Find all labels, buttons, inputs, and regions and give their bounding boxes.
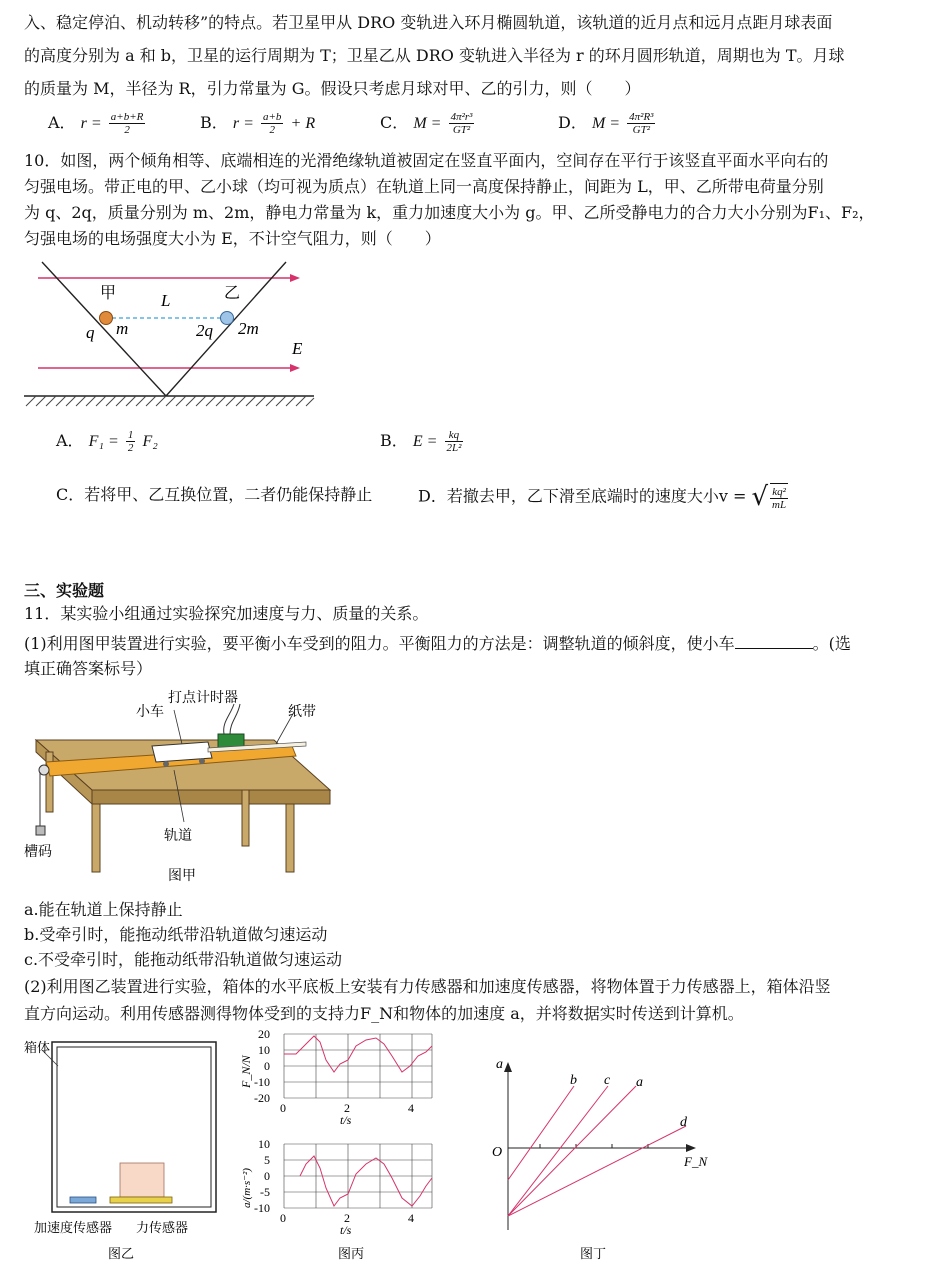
figure-caption: 图丁 <box>580 1246 607 1261</box>
table-leg <box>286 804 294 872</box>
q10-option-c: C．若将甲、乙互换位置，二者仍能保持静止 <box>56 485 373 504</box>
table-leg <box>46 752 53 812</box>
xlabel: t/s <box>340 1113 352 1127</box>
wheel-icon <box>199 758 205 764</box>
ylabel: a/(m·s⁻²) <box>241 1168 253 1208</box>
xtick: 0 <box>280 1101 286 1115</box>
ground-hatch <box>26 396 314 406</box>
q10-track-figure <box>24 258 324 413</box>
plot-force <box>239 1028 432 1127</box>
q11-part1-line-2: 填正确答案标号） <box>24 659 153 678</box>
ytick: -10 <box>254 1201 270 1215</box>
line-d <box>508 1126 686 1216</box>
timer-wire <box>230 704 240 734</box>
option-label: C． <box>380 113 409 132</box>
table-leg <box>92 804 100 872</box>
option-lhs: F₁ = <box>88 433 119 450</box>
q11-intro: 11．某实验小组通过实验探究加速度与力、质量的关系。 <box>24 604 429 623</box>
label-q: q <box>86 323 95 342</box>
ytick: 10 <box>258 1043 270 1057</box>
arrow-head-icon <box>290 364 300 372</box>
ytick: 5 <box>264 1153 270 1167</box>
ytick: 0 <box>264 1059 270 1073</box>
label-L: L <box>161 291 171 310</box>
acceleration-sensor <box>70 1197 96 1203</box>
line-label-a: a <box>636 1075 643 1090</box>
figure-caption: 图乙 <box>108 1246 135 1261</box>
ytick: 20 <box>258 1028 270 1041</box>
ytick: -20 <box>254 1091 270 1105</box>
q11-part1-text: (1)利用图甲装置进行实验，要平衡小车受到的阻力。平衡阻力的方法是：调整轨道的倾斜度，使小车 <box>24 634 735 653</box>
line-a <box>508 1086 636 1216</box>
q9-line-1: 入、稳定停泊、机动转移”的特点。若卫星甲从 DRO 变轨进入环月椭圆轨道，该轨道的近月点和远月点距月球表面 <box>24 13 833 32</box>
label-timer: 打点计时器 <box>168 691 238 706</box>
option-label: A． <box>56 431 84 450</box>
q11-part1-tail: 。(选 <box>812 634 851 653</box>
line-label-d: d <box>680 1115 687 1130</box>
arrow-head-icon <box>290 274 300 282</box>
section-title: 三、实验题 <box>24 581 105 600</box>
q10-line-1: 10．如图，两个倾角相等、底端相连的光滑绝缘轨道被固定在竖直平面内，空间存在平行于该竖直平面水平向右的 <box>24 151 829 170</box>
option-lhs: E = <box>412 433 438 450</box>
fraction-denominator: 2 <box>127 442 134 454</box>
label-box: 箱体 <box>24 1040 51 1055</box>
arrow-head-icon <box>686 1144 696 1152</box>
q10-option-a <box>56 428 158 454</box>
line-label-c: c <box>604 1073 611 1088</box>
fraction-numerator: 4π²R³ <box>629 111 654 123</box>
xtick: 4 <box>408 1211 414 1225</box>
x-ticks <box>540 1144 648 1148</box>
label-car: 小车 <box>136 705 164 720</box>
option-label: D． <box>558 113 587 132</box>
figure-yi <box>24 1036 224 1262</box>
xtick: 2 <box>344 1211 350 1225</box>
object-block <box>120 1163 164 1197</box>
fraction-denominator: 2 <box>269 124 275 136</box>
fraction-numerator: 1 <box>127 429 134 441</box>
choice-b: b.受牵引时，能拖动纸带沿轨道做匀速运动 <box>24 925 328 944</box>
choice-a: a.能在轨道上保持静止 <box>24 900 183 919</box>
weight-icon <box>36 826 45 835</box>
q10-option-d <box>418 482 790 512</box>
fraction-numerator: kq <box>445 429 464 442</box>
figure-caption: 图甲 <box>168 869 196 884</box>
ytick: -5 <box>260 1185 270 1199</box>
option-label: B． <box>380 431 408 450</box>
fraction-numerator: 4π²r³ <box>450 111 473 123</box>
choice-c: c.不受牵引时，能拖动纸带沿轨道做匀速运动 <box>24 950 343 969</box>
left-track <box>42 262 166 396</box>
option-lhs: r = <box>232 115 254 132</box>
q9-option-d <box>558 110 657 136</box>
label-tape: 纸带 <box>288 705 316 720</box>
q11-part2-line-2: 直方向运动。利用传感器测得物体受到的支持力F_N和物体的加速度 a，并将数据实时传送到计算机。 <box>24 1004 744 1023</box>
q10-line-4: 匀强电场的电场强度大小为 E，不计空气阻力，则（ ） <box>24 229 441 248</box>
option-lhs: M = <box>413 115 442 132</box>
fraction-numerator: a+b+R <box>110 111 144 123</box>
line-b <box>508 1086 574 1180</box>
q10-line-3: 为 q、2q，质量分别为 m、2m，静电力常量为 k，重力加速度大小为 g。甲、乙所受静电力的合力大小分别为F₁、F₂， <box>24 203 875 222</box>
ytick: -10 <box>254 1075 270 1089</box>
fraction-numerator: a+b <box>262 111 282 123</box>
figure-bing <box>236 1028 446 1264</box>
xtick: 2 <box>344 1101 350 1115</box>
sqrt-expression <box>751 482 790 512</box>
fraction-denominator: 2 <box>124 124 130 136</box>
q9-option-c <box>380 110 476 136</box>
label-yi: 乙 <box>224 285 241 302</box>
option-text: D．若撤去甲，乙下滑至底端时的速度大小v = <box>418 486 747 506</box>
fraction-denominator: GT² <box>632 124 650 136</box>
ytick: 0 <box>264 1169 270 1183</box>
option-lhs: M = <box>591 115 621 132</box>
label-E: E <box>292 339 303 358</box>
q9-option-b <box>200 110 315 136</box>
label-force-sensor: 力传感器 <box>136 1220 189 1235</box>
option-label: B． <box>200 113 228 132</box>
force-sensor <box>110 1197 172 1203</box>
figure-caption: 图丙 <box>338 1246 365 1261</box>
label-track: 轨道 <box>164 829 192 844</box>
axis-label-fn: F_N <box>684 1154 708 1169</box>
q9-line-2: 的高度分别为 a 和 b，卫星的运行周期为 T；卫星乙从 DRO 变轨进入半径为 r 的环月圆形轨道，周期也为 T。月球 <box>24 46 845 65</box>
leader-line <box>174 710 182 744</box>
label-2q: 2q <box>196 321 213 340</box>
table-front <box>92 790 330 804</box>
label-acc-sensor: 加速度传感器 <box>34 1220 113 1235</box>
line-label-b: b <box>570 1073 577 1088</box>
option-lhs: r = <box>80 115 102 132</box>
fraction-numerator: kq² <box>770 486 788 499</box>
force-curve <box>284 1036 432 1072</box>
fraction-denominator: mL <box>772 499 787 511</box>
label-2m: 2m <box>238 319 259 338</box>
wheel-icon <box>163 761 169 767</box>
table-leg <box>242 790 249 846</box>
arrow-head-icon <box>504 1062 512 1072</box>
q9-line-3: 的质量为 M，半径为 R，引力常量为 G。假设只考虑月球对甲、乙的引力，则（ ） <box>24 79 641 98</box>
plot-acceleration <box>241 1137 432 1237</box>
label-jia: 甲 <box>100 285 117 302</box>
option-label: A． <box>48 113 76 132</box>
option-tail: F₂ <box>142 433 158 450</box>
xtick: 4 <box>408 1101 414 1115</box>
ball-yi <box>221 312 234 325</box>
axis-label-a: a <box>496 1057 503 1072</box>
ball-jia <box>100 312 113 325</box>
q11-part1-line <box>24 631 929 657</box>
timer-wire <box>224 704 234 734</box>
origin-label: O <box>492 1145 503 1160</box>
option-tail: + R <box>290 115 316 132</box>
xlabel: t/s <box>340 1223 352 1237</box>
q9-option-a <box>48 110 147 136</box>
fraction-denominator: GT² <box>452 124 471 136</box>
sqrt-icon: √ <box>751 482 769 512</box>
right-track <box>166 262 286 396</box>
figure-jia <box>24 686 344 886</box>
xtick: 0 <box>280 1211 286 1225</box>
answer-blank <box>735 634 813 649</box>
q10-option-b <box>380 428 465 454</box>
figure-ding <box>490 1050 710 1264</box>
fraction-denominator: 2L² <box>446 442 462 454</box>
q10-line-2: 匀强电场。带正电的甲、乙小球（均可视为质点）在轨道上同一高度保持静止，间距为 L，甲、乙所带电荷量分别 <box>24 177 824 196</box>
ylabel: F_N/N <box>239 1055 253 1088</box>
ytick: 10 <box>258 1137 270 1151</box>
line-c <box>508 1086 608 1216</box>
label-weight: 槽码 <box>24 845 52 860</box>
q11-part2-line-1: (2)利用图乙装置进行实验，箱体的水平底板上安装有力传感器和加速度传感器，将物体置于力传感器上，箱体沿竖 <box>24 977 831 996</box>
label-m: m <box>116 319 129 338</box>
